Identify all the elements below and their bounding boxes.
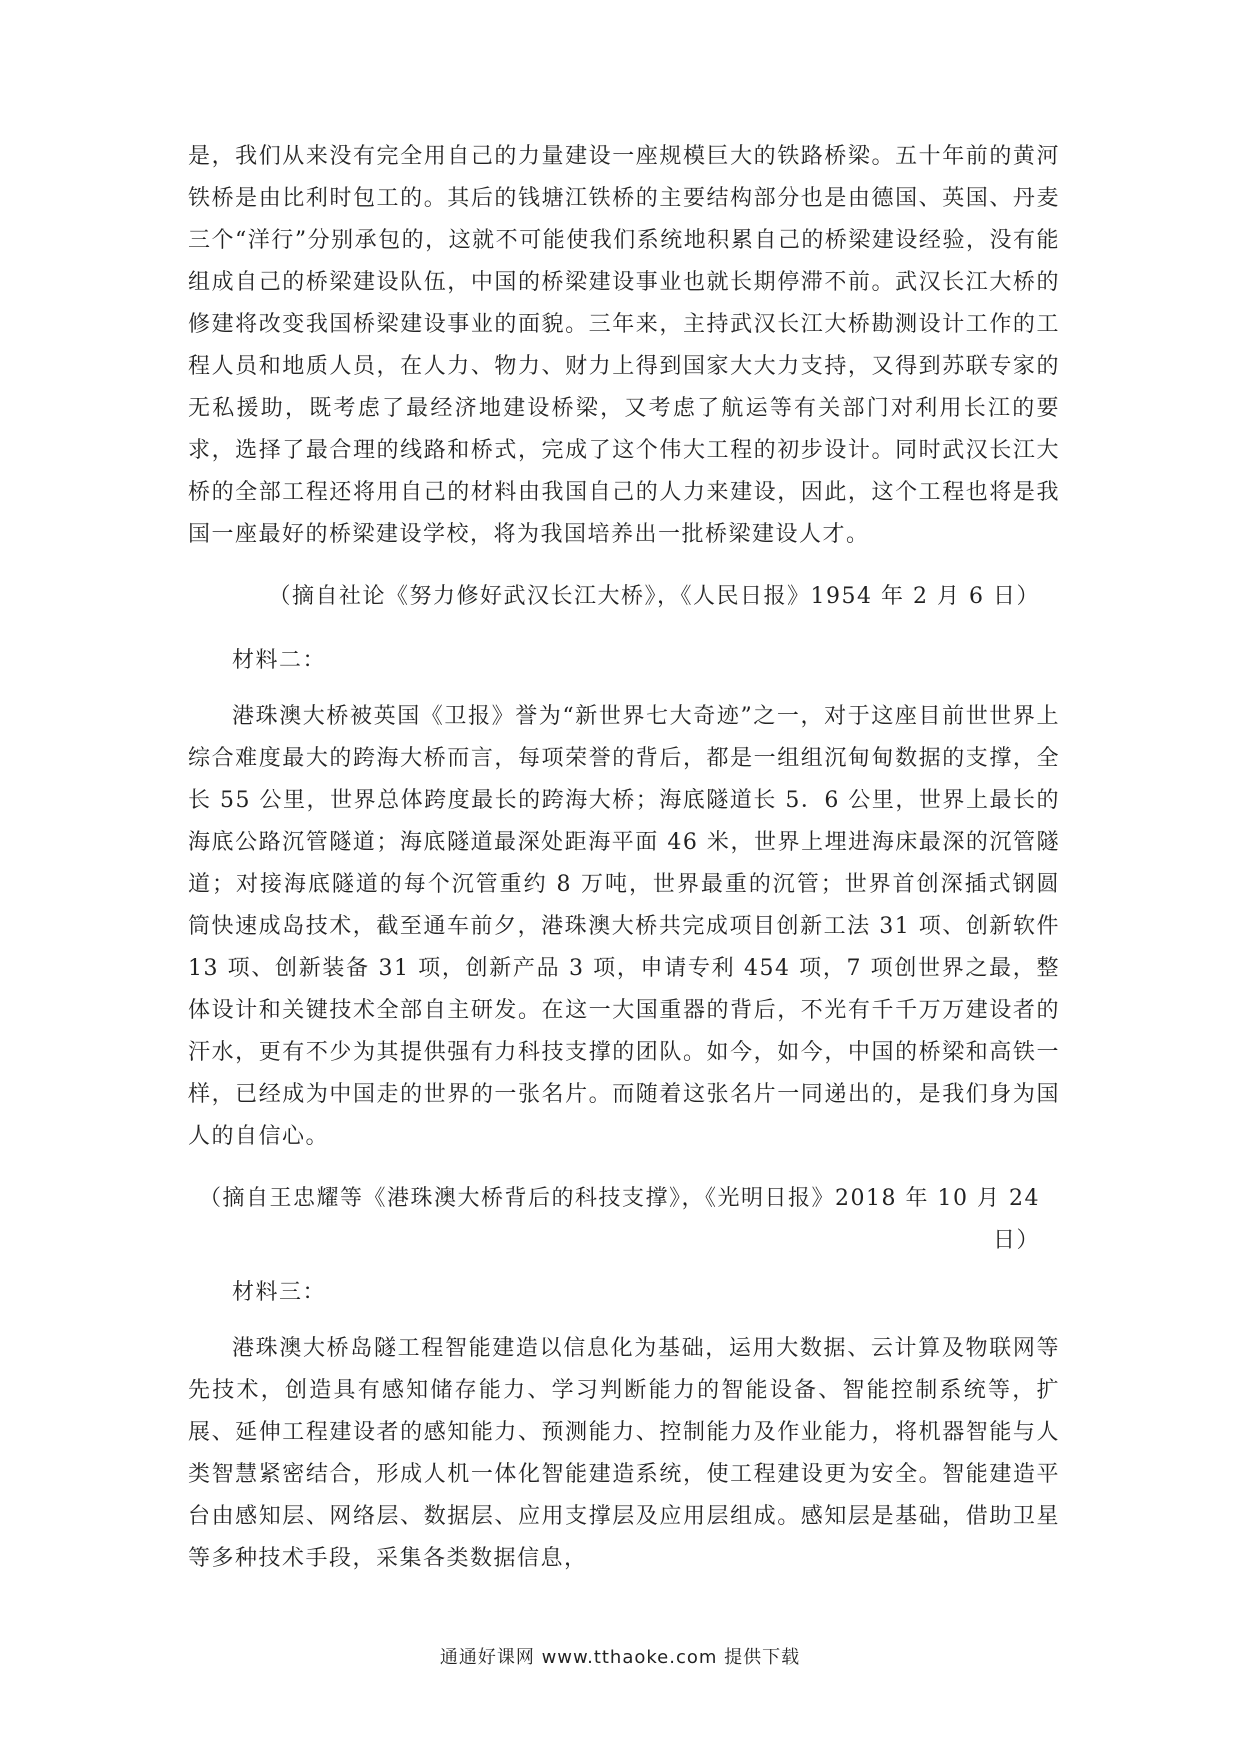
- material-three-heading: 材料三：: [232, 1280, 327, 1305]
- material-two-paragraph: 港珠澳大桥被英国《卫报》誉为“新世界七大奇迹”之一，对于这座目前世世界上综合难度最大的跨海大桥而言，每项荣誉的背后，都是一组组沉甸甸数据的支撑，全长 55 公里，世界总体跨度最长的跨海大桥；海底隧道长 5．6 公里，世界上最长的海底公路沉管隧道；海底隧道最深处距海平面 46 米，世界上埋进海床最深的沉管隧道；对接海底隧道的每个沉管重约 8 万吨，世界最重的沉管；世界首创深插式钢圆筒快速成岛技术，截至通车前夕，港珠澳大桥共完成项目创新工法 31 项、创新软件 13 项、创新装备 31 项，创新产品 3 项，申请专利 454 项，7 项创世界之最，整体设计和关键技术全部自主研发。在这一大国重器的背后，不光有千千万万建设者的汗水，更有不少为其提供强有力科技支撑的团队。如今，如今，中国的桥梁和高铁一样，已经成为中国走的世界的一张名片。而随着这张名片一同递出的，是我们身为国人的自信心。: [188, 704, 1060, 1149]
- material-three-paragraph: 港珠澳大桥岛隧工程智能建造以信息化为基础，运用大数据、云计算及物联网等先技术，创造具有感知储存能力、学习判断能力的智能设备、智能控制系统等，扩展、延伸工程建设者的感知能力、预测能力、控制能力及作业能力，将机器智能与人类智慧紧密结合，形成人机一体化智能建造系统，使工程建设更为安全。智能建造平台由感知层、网络层、数据层、应用支撑层及应用层组成。感知层是基础，借助卫星等多种技术手段，采集各类数据信息，: [188, 1336, 1060, 1571]
- page-footer: 通通好课网 www.tthaoke.com 提供下载: [439, 1647, 801, 1668]
- material-one-paragraph: 是，我们从来没有完全用自己的力量建设一座规模巨大的铁路桥梁。五十年前的黄河铁桥是由比利时包工的。其后的钱塘江铁桥的主要结构部分也是由德国、英国、丹麦三个“洋行”分别承包的，这就不可能使我们系统地积累自己的桥梁建设经验，没有能组成自己的桥梁建设队伍，中国的桥梁建设事业也就长期停滞不前。武汉长江大桥的修建将改变我国桥梁建设事业的面貌。三年来，主持武汉长江大桥勘测设计工作的工程人员和地质人员，在人力、物力、财力上得到国家大大力支持，又得到苏联专家的无私援助，既考虑了最经济地建设桥梁，又考虑了航运等有关部门对利用长江的要求，选择了最合理的线路和桥式，完成了这个伟大工程的初步设计。同时武汉长江大桥的全部工程还将用自己的材料由我国自己的人力来建设，因此，这个工程也将是我国一座最好的桥梁建设学校，将为我国培养出一批桥梁建设人才。: [188, 144, 1060, 547]
- document-body: [188, 136, 1060, 1580]
- material-two-source: （摘自王忠耀等《港珠澳大桥背后的科技支撑》，《光明日报》2018 年 10 月 24 日）: [199, 1186, 1040, 1253]
- material-one-source: （摘自社论《努力修好武汉长江大桥》，《人民日报》1954 年 2 月 6 日）: [268, 584, 1040, 609]
- material-two-heading: 材料二：: [232, 648, 327, 673]
